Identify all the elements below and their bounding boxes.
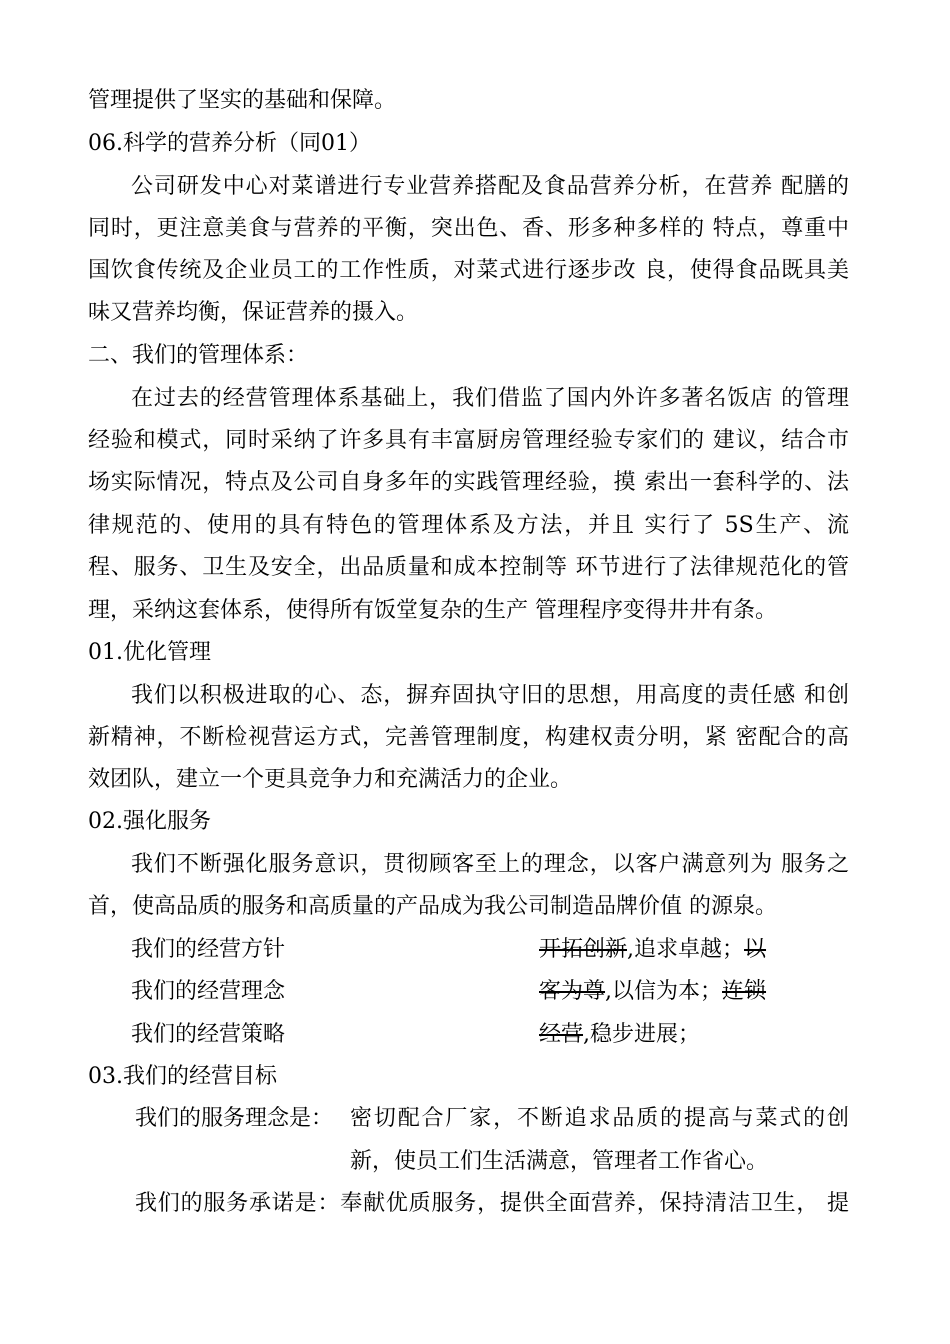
policy-label: 我们的经营理念 (131, 979, 286, 1004)
struck-text: 经营 (539, 1022, 584, 1047)
policy-text: ,追求卓越； (627, 937, 745, 962)
section-heading: 02.强化服务 (88, 809, 211, 834)
paragraph-line: 公司研发中心对菜谱进行专业营养搭配及食品营养分析，在营养 配膳的 (131, 174, 849, 199)
paragraph-line: 效团队，建立一个更具竞争力和充满活力的企业。 (88, 767, 573, 792)
section-heading: 01.优化管理 (88, 640, 211, 665)
struck-text: 以 (744, 937, 767, 962)
paragraph-line: 味又营养均衡，保证营养的摄入。 (88, 300, 419, 325)
struck-text: 连锁 (722, 979, 767, 1004)
policy-value (539, 935, 766, 965)
paragraph-line: 国饮食传统及企业员工的工作性质，对菜式进行逐步改 良，使得食品既具美 (88, 258, 849, 283)
policy-value (539, 1020, 700, 1050)
service-text: 新，使员工们生活满意，管理者工作省心。 (350, 1149, 769, 1174)
promise-text: 我们的服务承诺是：奉献优质服务，提供全面营养，保持清洁卫生， 提 (135, 1191, 849, 1216)
paragraph-line: 首，使高品质的服务和高质量的产品成为我公司制造品牌价值 的源泉。 (88, 894, 777, 919)
paragraph-line: 场实际情况，特点及公司自身多年的实践管理经验，摸 索出一套科学的、法 (88, 470, 849, 495)
paragraph-line: 我们以积极进取的心、态，摒弃固执守旧的思想，用高度的责任感 和创 (131, 683, 849, 708)
policy-text: ,稳步进展； (583, 1022, 701, 1047)
section-heading: 二、我们的管理体系： (88, 343, 309, 368)
section-heading: 03.我们的经营目标 (88, 1064, 277, 1089)
policy-label: 我们的经营策略 (131, 1022, 286, 1047)
policy-text: ,以信为本； (605, 979, 723, 1004)
paragraph-line: 经验和模式，同时采纳了许多具有丰富厨房管理经验专家们的 建议，结合市 (88, 428, 849, 453)
service-label: 我们的服务理念是： (135, 1106, 334, 1131)
struck-text: 客为尊 (539, 979, 606, 1004)
policy-value (539, 977, 766, 1007)
struck-text: 开拓创新 (539, 937, 628, 962)
paragraph-line: 同时，更注意美食与营养的平衡，突出色、香、形多种多样的 特点，尊重中 (88, 216, 849, 241)
service-text: 密切配合厂家，不断追求品质的提高与菜式的创 (350, 1106, 849, 1131)
paragraph-line: 程、服务、卫生及安全，出品质量和成本控制等 环节进行了法律规范化的管 (88, 555, 849, 580)
policy-label: 我们的经营方针 (131, 937, 286, 962)
paragraph-line: 管理提供了坚实的基础和保障。 (88, 88, 397, 113)
paragraph-line: 新精神，不断检视营运方式，完善管理制度，构建权责分明，紧 密配合的高 (88, 725, 849, 750)
paragraph-line: 理，采纳这套体系，使得所有饭堂复杂的生产 管理程序变得井井有条。 (88, 598, 777, 623)
section-heading: 06.科学的营养分析（同01） (88, 131, 371, 156)
paragraph-line: 在过去的经营管理体系基础上，我们借监了国内外许多著名饭店 的管理 (131, 386, 849, 411)
paragraph-line: 律规范的、使用的具有特色的管理体系及方法，并且 实行了 5S生产、流 (88, 513, 849, 538)
paragraph-line: 我们不断强化服务意识，贯彻顾客至上的理念，以客户满意列为 服务之 (131, 852, 849, 877)
